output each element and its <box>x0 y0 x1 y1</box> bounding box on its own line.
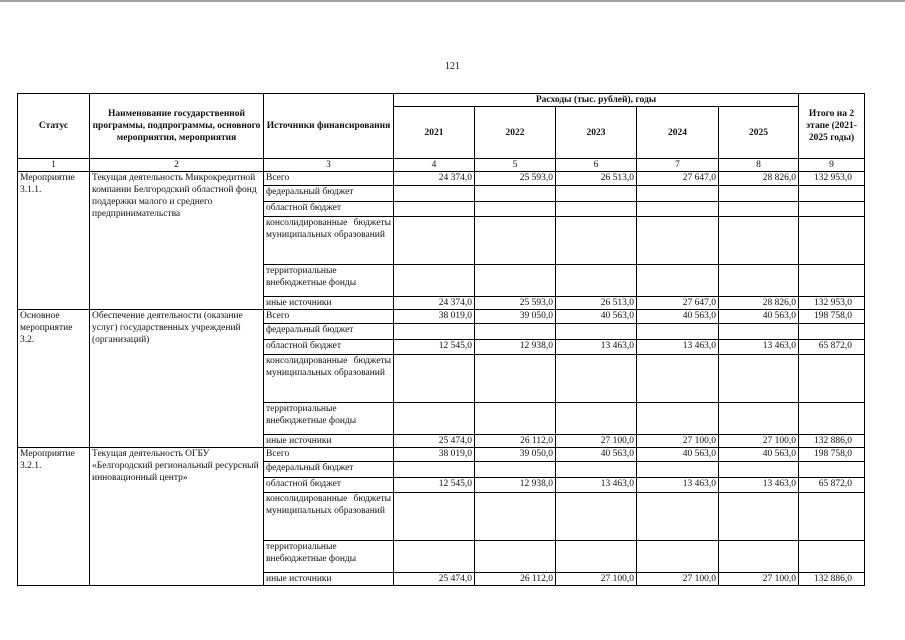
funding-source: Всего <box>264 172 394 186</box>
funding-source: областной бюджет <box>264 478 394 493</box>
amount-cell <box>394 462 475 478</box>
amount-cell <box>556 217 637 265</box>
amount-cell <box>637 462 719 478</box>
amount-cell <box>556 265 637 297</box>
amount-cell: 13 463,0 <box>556 340 637 355</box>
total-cell <box>799 324 865 340</box>
funding-source: иные источники <box>264 573 394 586</box>
amount-cell <box>394 493 475 541</box>
funding-source: федеральный бюджет <box>264 186 394 202</box>
amount-cell: 38 019,0 <box>394 448 475 462</box>
total-cell <box>799 217 865 265</box>
amount-cell <box>719 403 799 435</box>
column-number: 8 <box>719 159 799 172</box>
amount-cell: 13 463,0 <box>556 478 637 493</box>
amount-cell: 13 463,0 <box>719 478 799 493</box>
amount-cell <box>719 324 799 340</box>
amount-cell <box>719 493 799 541</box>
column-number: 1 <box>18 159 90 172</box>
amount-cell: 25 593,0 <box>475 172 556 186</box>
amount-cell: 27 647,0 <box>637 297 719 310</box>
amount-cell <box>556 403 637 435</box>
column-number: 6 <box>556 159 637 172</box>
amount-cell <box>637 493 719 541</box>
amount-cell <box>637 324 719 340</box>
amount-cell: 26 112,0 <box>475 435 556 448</box>
amount-cell <box>475 403 556 435</box>
table-row <box>18 172 865 186</box>
amount-cell <box>556 186 637 202</box>
amount-cell <box>475 186 556 202</box>
column-number: 5 <box>475 159 556 172</box>
funding-source: территориальные внебюджетные фонды <box>264 541 394 573</box>
amount-cell: 26 513,0 <box>556 297 637 310</box>
column-number: 9 <box>799 159 865 172</box>
amount-cell <box>394 541 475 573</box>
amount-cell: 40 563,0 <box>637 448 719 462</box>
amount-cell <box>556 324 637 340</box>
amount-cell: 13 463,0 <box>719 340 799 355</box>
total-cell: 132 953,0 <box>799 172 865 186</box>
amount-cell: 25 593,0 <box>475 297 556 310</box>
amount-cell <box>475 355 556 403</box>
funding-source: Всего <box>264 448 394 462</box>
scan-top-edge <box>0 0 905 5</box>
amount-cell: 40 563,0 <box>556 448 637 462</box>
amount-cell: 24 374,0 <box>394 172 475 186</box>
amount-cell <box>637 217 719 265</box>
amount-cell: 26 112,0 <box>475 573 556 586</box>
amount-cell <box>637 541 719 573</box>
amount-cell: 39 050,0 <box>475 310 556 324</box>
amount-cell: 27 100,0 <box>556 573 637 586</box>
amount-cell <box>475 493 556 541</box>
funding-source: областной бюджет <box>264 202 394 217</box>
amount-cell: 27 100,0 <box>637 435 719 448</box>
amount-cell: 27 100,0 <box>719 435 799 448</box>
funding-source: консолидированные бюджеты муниципальных образований <box>264 355 394 403</box>
header-expenses: Расходы (тыс. рублей), годы <box>394 94 799 107</box>
amount-cell: 27 100,0 <box>637 573 719 586</box>
total-cell <box>799 186 865 202</box>
row-measure-name: Текущая деятельность ОГБУ «Белгородский региональный ресурсный инновационный центр» <box>90 448 264 586</box>
funding-source: иные источники <box>264 435 394 448</box>
row-measure-name: Текущая деятельность Микрокредитной компании Белгородский областной фонд поддержки малого и среднего предпринимательства <box>90 172 264 310</box>
funding-source: консолидированные бюджеты муниципальных образований <box>264 493 394 541</box>
funding-source: территориальные внебюджетные фонды <box>264 403 394 435</box>
amount-cell <box>475 462 556 478</box>
amount-cell: 27 647,0 <box>637 172 719 186</box>
amount-cell: 28 826,0 <box>719 297 799 310</box>
amount-cell <box>475 265 556 297</box>
amount-cell <box>394 202 475 217</box>
row-status: Мероприятие 3.2.1. <box>18 448 90 586</box>
amount-cell <box>637 202 719 217</box>
total-cell <box>799 462 865 478</box>
amount-cell <box>475 202 556 217</box>
amount-cell: 12 938,0 <box>475 478 556 493</box>
amount-cell <box>394 217 475 265</box>
header-year: 2023 <box>556 107 637 159</box>
amount-cell <box>637 186 719 202</box>
amount-cell <box>719 462 799 478</box>
amount-cell: 12 545,0 <box>394 478 475 493</box>
amount-cell: 28 826,0 <box>719 172 799 186</box>
total-cell: 132 886,0 <box>799 573 865 586</box>
total-cell: 65 872,0 <box>799 478 865 493</box>
funding-source: территориальные внебюджетные фонды <box>264 265 394 297</box>
amount-cell <box>475 324 556 340</box>
column-number: 7 <box>637 159 719 172</box>
amount-cell: 24 374,0 <box>394 297 475 310</box>
amount-cell: 38 019,0 <box>394 310 475 324</box>
header-sources: Источники финансирования <box>264 94 394 159</box>
amount-cell: 40 563,0 <box>556 310 637 324</box>
amount-cell <box>556 462 637 478</box>
amount-cell <box>394 324 475 340</box>
header-year: 2022 <box>475 107 556 159</box>
total-cell <box>799 265 865 297</box>
total-cell: 198 758,0 <box>799 448 865 462</box>
column-number: 4 <box>394 159 475 172</box>
row-status: Основное мероприятие 3.2. <box>18 310 90 448</box>
amount-cell <box>719 186 799 202</box>
funding-source: федеральный бюджет <box>264 324 394 340</box>
total-cell: 65 872,0 <box>799 340 865 355</box>
funding-source: Всего <box>264 310 394 324</box>
table-row <box>18 310 865 324</box>
column-numbers-row <box>18 159 865 172</box>
row-measure-name: Обеспечение деятельности (оказание услуг) государственных учреждений (организаций) <box>90 310 264 448</box>
amount-cell <box>556 493 637 541</box>
amount-cell: 12 545,0 <box>394 340 475 355</box>
total-cell: 132 953,0 <box>799 297 865 310</box>
amount-cell <box>394 186 475 202</box>
amount-cell: 40 563,0 <box>719 448 799 462</box>
budget-table <box>17 93 865 586</box>
amount-cell <box>556 541 637 573</box>
table-row <box>18 448 865 462</box>
funding-source: федеральный бюджет <box>264 462 394 478</box>
amount-cell: 25 474,0 <box>394 573 475 586</box>
header-year: 2025 <box>719 107 799 159</box>
page-number: 121 <box>445 61 460 72</box>
row-status: Мероприятие 3.1.1. <box>18 172 90 310</box>
funding-source: иные источники <box>264 297 394 310</box>
amount-cell: 12 938,0 <box>475 340 556 355</box>
amount-cell <box>394 355 475 403</box>
amount-cell <box>556 202 637 217</box>
header-year: 2021 <box>394 107 475 159</box>
amount-cell <box>394 265 475 297</box>
total-cell: 132 886,0 <box>799 435 865 448</box>
amount-cell <box>719 202 799 217</box>
amount-cell <box>719 265 799 297</box>
amount-cell: 25 474,0 <box>394 435 475 448</box>
amount-cell <box>719 541 799 573</box>
amount-cell <box>637 403 719 435</box>
amount-cell: 27 100,0 <box>556 435 637 448</box>
header-status: Статус <box>18 94 90 159</box>
amount-cell <box>394 403 475 435</box>
column-number: 3 <box>264 159 394 172</box>
amount-cell <box>719 217 799 265</box>
total-cell <box>799 493 865 541</box>
amount-cell: 13 463,0 <box>637 340 719 355</box>
total-cell <box>799 355 865 403</box>
amount-cell: 26 513,0 <box>556 172 637 186</box>
amount-cell <box>719 355 799 403</box>
column-number: 2 <box>90 159 264 172</box>
header-year: 2024 <box>637 107 719 159</box>
funding-source: областной бюджет <box>264 340 394 355</box>
amount-cell: 27 100,0 <box>719 573 799 586</box>
total-cell <box>799 541 865 573</box>
amount-cell <box>475 541 556 573</box>
header-total: Итого на 2 этапе (2021-2025 годы) <box>799 94 865 159</box>
amount-cell: 39 050,0 <box>475 448 556 462</box>
amount-cell <box>556 355 637 403</box>
amount-cell <box>637 355 719 403</box>
amount-cell <box>475 217 556 265</box>
amount-cell <box>637 265 719 297</box>
total-cell <box>799 202 865 217</box>
amount-cell: 40 563,0 <box>637 310 719 324</box>
amount-cell: 13 463,0 <box>637 478 719 493</box>
total-cell: 198 758,0 <box>799 310 865 324</box>
funding-source: консолидированные бюджеты муниципальных образований <box>264 217 394 265</box>
total-cell <box>799 403 865 435</box>
header-name: Наименование государственной программы, подпрограммы, основного мероприятия, мероприятия <box>90 94 264 159</box>
amount-cell: 40 563,0 <box>719 310 799 324</box>
